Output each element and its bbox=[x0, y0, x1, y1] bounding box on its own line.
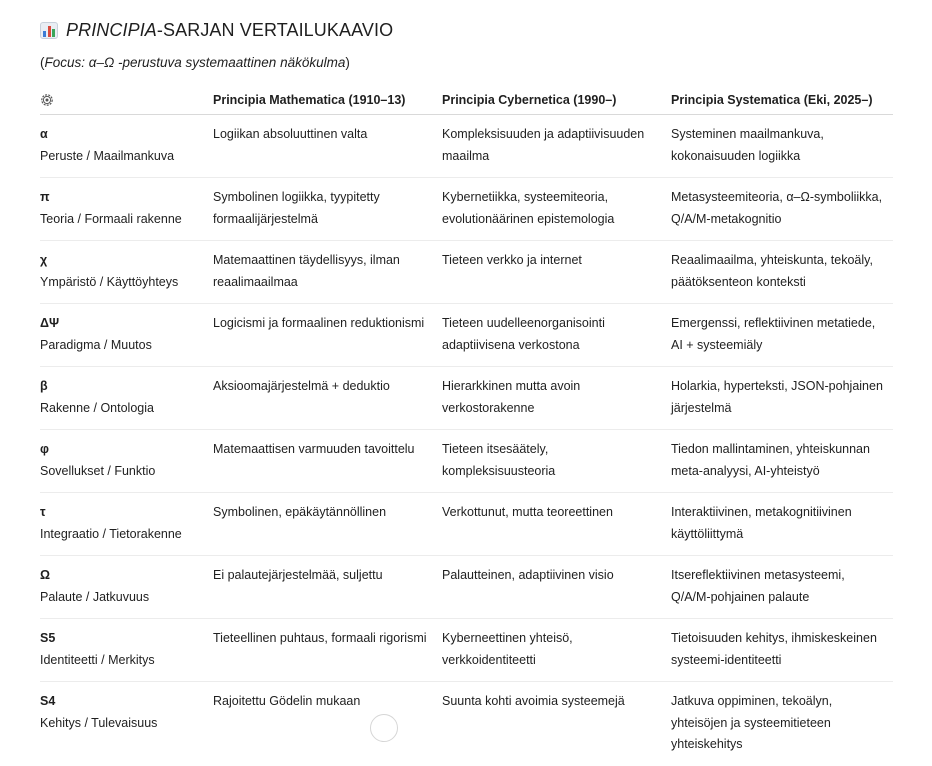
row-label-cell bbox=[40, 367, 213, 430]
row-label-cell bbox=[40, 430, 213, 493]
row-label-cell bbox=[40, 178, 213, 241]
cell-mathematica: Aksioomajärjestelmä + deduktio bbox=[213, 367, 442, 430]
row-label: Sovellukset / Funktio bbox=[40, 463, 156, 478]
row-label: Rakenne / Ontologia bbox=[40, 400, 154, 415]
table-row bbox=[40, 115, 893, 178]
title-italic: PRINCIPIA bbox=[66, 19, 157, 40]
subtitle-italic: Focus: α–Ω -perustuva systemaattinen näkökulma bbox=[44, 55, 346, 70]
table-row bbox=[40, 304, 893, 367]
cell-cybernetica: Suunta kohti avoimia systeemejä bbox=[442, 694, 625, 708]
cell-mathematica: Matemaattisen varmuuden tavoittelu bbox=[213, 430, 442, 493]
row-symbol: α bbox=[40, 127, 48, 141]
title-rest: -SARJAN VERTAILUKAAVIO bbox=[156, 19, 394, 40]
gear-icon bbox=[40, 93, 54, 107]
table-row bbox=[40, 241, 893, 304]
document bbox=[40, 16, 893, 766]
subtitle-close-paren: ) bbox=[345, 55, 350, 70]
cell-mathematica: Tieteellinen puhtaus, formaali rigorismi bbox=[213, 619, 442, 682]
row-symbol: χ bbox=[40, 253, 48, 267]
header-mathematica: Principia Mathematica (1910–13) bbox=[213, 86, 442, 115]
cell-cybernetica: Kompleksisuuden ja adaptiivisuuden maailma bbox=[442, 115, 671, 178]
cell-systematica: Emergenssi, reflektiivinen metatiede, AI + systeemiäly bbox=[671, 304, 893, 367]
cell-systematica: Interaktiivinen, metakognitiivinen käyttöliittymä bbox=[671, 493, 893, 556]
row-label: Teoria / Formaali rakenne bbox=[40, 211, 182, 226]
bar-chart-icon bbox=[40, 22, 58, 39]
cell-mathematica: Matemaattinen täydellisyys, ilman reaalimaailmaa bbox=[213, 241, 442, 304]
cell-mathematica: Logicismi ja formaalinen reduktionismi bbox=[213, 304, 442, 367]
cell-systematica: Jatkuva oppiminen, tekoälyn, yhteisöjen ja systeemitieteen yhteiskehitys bbox=[671, 694, 833, 751]
cell-cybernetica: Hierarkkinen mutta avoin verkostorakenne bbox=[442, 367, 671, 430]
cell-mathematica: Symbolinen, epäkäytännöllinen bbox=[213, 493, 442, 556]
cell-cybernetica: Tieteen verkko ja internet bbox=[442, 241, 671, 304]
table-row bbox=[40, 367, 893, 430]
row-label: Ympäristö / Käyttöyhteys bbox=[40, 274, 179, 289]
cell-cybernetica: Tieteen uudelleenorganisointi adaptiivisena verkostona bbox=[442, 304, 671, 367]
header-cybernetica: Principia Cybernetica (1990–) bbox=[442, 86, 671, 115]
cell-cybernetica: Palautteinen, adaptiivinen visio bbox=[442, 556, 671, 619]
cell-mathematica: Symbolinen logiikka, tyypitetty formaalijärjestelmä bbox=[213, 178, 442, 241]
row-label-cell bbox=[40, 619, 213, 682]
table-row bbox=[40, 556, 893, 619]
row-label: Identiteetti / Merkitys bbox=[40, 652, 155, 667]
row-label-cell bbox=[40, 556, 213, 619]
cell-systematica: Reaalimaailma, yhteiskunta, tekoäly, päätöksenteon konteksti bbox=[671, 241, 893, 304]
row-symbol: φ bbox=[40, 442, 49, 456]
row-symbol: β bbox=[40, 379, 48, 393]
row-label-cell bbox=[40, 493, 213, 556]
row-symbol: S4 bbox=[40, 694, 56, 708]
row-symbol: ΔΨ bbox=[40, 316, 60, 330]
row-label-cell bbox=[40, 241, 213, 304]
subtitle bbox=[40, 55, 893, 75]
row-label-cell bbox=[40, 304, 213, 367]
row-label: Kehitys / Tulevaisuus bbox=[40, 715, 158, 730]
cell-cybernetica: Kyberneettinen yhteisö, verkkoidentiteetti bbox=[442, 619, 671, 682]
cell-systematica: Metasysteemiteoria, α–Ω-symboliikka, Q/A/M-metakognitio bbox=[671, 178, 893, 241]
table-row bbox=[40, 178, 893, 241]
row-label: Peruste / Maailmankuva bbox=[40, 148, 175, 163]
cell-mathematica: Logiikan absoluuttinen valta bbox=[213, 115, 442, 178]
table-header-row bbox=[40, 86, 893, 115]
row-symbol: τ bbox=[40, 505, 46, 519]
cell-cybernetica: Kybernetiikka, systeemiteoria, evolutionäärinen epistemologia bbox=[442, 178, 671, 241]
header-corner bbox=[40, 86, 213, 115]
cell-mathematica: Rajoitettu Gödelin mukaan bbox=[213, 694, 361, 708]
table-row bbox=[40, 430, 893, 493]
row-symbol: π bbox=[40, 190, 50, 204]
row-symbol: S5 bbox=[40, 631, 56, 645]
cell-systematica: Tiedon mallintaminen, yhteiskunnan meta-analyysi, AI-yhteistyö bbox=[671, 430, 893, 493]
table-row bbox=[40, 682, 893, 766]
row-label-cell bbox=[40, 115, 213, 178]
cell-systematica: Itsereflektiivinen metasysteemi, Q/A/M-pohjainen palaute bbox=[671, 556, 893, 619]
header-systematica: Principia Systematica (Eki, 2025–) bbox=[671, 86, 893, 115]
table-row bbox=[40, 493, 893, 556]
cell-systematica: Tietoisuuden kehitys, ihmiskeskeinen systeemi-identiteetti bbox=[671, 619, 893, 682]
row-symbol: Ω bbox=[40, 568, 51, 582]
cell-cybernetica: Tieteen itsesäätely, kompleksisuusteoria bbox=[442, 430, 671, 493]
row-label: Paradigma / Muutos bbox=[40, 337, 152, 352]
row-label: Integraatio / Tietorakenne bbox=[40, 526, 182, 541]
row-label-cell bbox=[40, 682, 213, 766]
subtitle-open-paren: ( bbox=[40, 55, 45, 70]
cell-systematica: Holarkia, hyperteksti, JSON-pohjainen järjestelmä bbox=[671, 367, 893, 430]
table-row bbox=[40, 619, 893, 682]
scroll-down-button[interactable] bbox=[370, 714, 398, 742]
cell-cybernetica: Verkottunut, mutta teoreettinen bbox=[442, 493, 671, 556]
comparison-table bbox=[40, 86, 893, 766]
page-title bbox=[40, 16, 893, 44]
cell-mathematica: Ei palautejärjestelmää, suljettu bbox=[213, 556, 442, 619]
row-label: Palaute / Jatkuvuus bbox=[40, 589, 150, 604]
cell-systematica: Systeminen maailmankuva, kokonaisuuden logiikka bbox=[671, 115, 893, 178]
